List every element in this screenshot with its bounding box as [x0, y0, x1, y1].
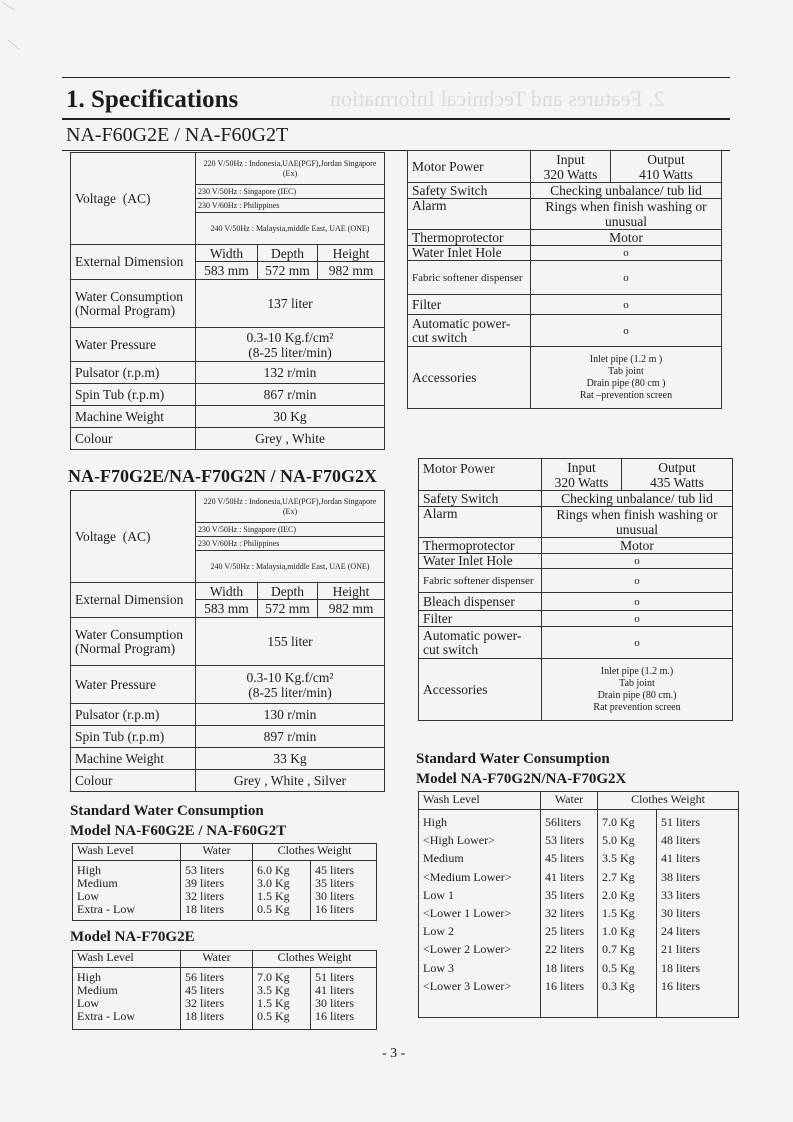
swc-left-model-f60: Model NA-F60G2E / NA-F60G2T: [70, 823, 287, 839]
clothes-liters: 18 liters: [661, 960, 700, 975]
accessories-list: [542, 659, 733, 721]
clothes-kg: 3.5 Kg: [602, 851, 635, 866]
f60-water-table: [72, 843, 377, 921]
kg-column: [598, 810, 657, 1018]
wash-level: Low: [77, 996, 99, 1010]
liters-column: [311, 861, 377, 921]
pulsator-value: 132 r/min: [196, 362, 385, 384]
water-consumption-label: Water Consumption (Normal Program): [71, 280, 196, 328]
voltage-line: 220 V/50Hz : Indonesia,UAE(PGF),Jordan Singapore (Ex): [196, 153, 385, 185]
dim-header-height: Height: [318, 245, 385, 262]
water-value: 16 liters: [545, 978, 584, 993]
dim-height-value: 982 mm: [318, 600, 385, 618]
wash-level: <Lower 1 Lower>: [423, 905, 512, 920]
f70-spec-table: [70, 490, 385, 792]
dim-header-depth: Depth: [258, 245, 318, 262]
safety-switch-value: Checking unbalance/ tub lid: [531, 183, 722, 199]
wash-level: <Medium Lower>: [423, 869, 512, 884]
safety-switch-value: Checking unbalance/ tub lid: [542, 491, 733, 507]
clothes-kg: 6.0 Kg: [257, 863, 290, 877]
water-inlet-label: Water Inlet Hole: [408, 246, 531, 261]
water-inlet-mark: o: [531, 246, 722, 261]
water-value: 18 liters: [185, 1009, 224, 1023]
voltage-line: 230 V/60Hz : Philippines: [196, 199, 385, 213]
water-value: 18 liters: [185, 902, 224, 916]
water-value: 56 liters: [185, 970, 224, 984]
auto-power-cut-label: Automatic power-cut switch: [408, 315, 531, 347]
dim-width-value: 583 mm: [196, 262, 258, 280]
clothes-kg: 2.7 Kg: [602, 869, 635, 884]
wash-level: <High Lower>: [423, 833, 495, 848]
water-value: 35 liters: [545, 887, 584, 902]
f60-spec-table: [70, 152, 385, 450]
dim-depth-value: 572 mm: [258, 600, 318, 618]
auto-power-cut-label: Automatic power-cut switch: [419, 627, 542, 659]
clothes-liters: 24 liters: [661, 924, 700, 939]
filter-mark: o: [531, 295, 722, 315]
input-cell: Input 320 Watts: [531, 151, 611, 183]
clothes-kg: 3.0 Kg: [257, 876, 290, 890]
accessory-item: Inlet pipe (1.2 m.): [600, 665, 674, 677]
fabric-softener-mark: o: [531, 261, 722, 295]
clothes-liters: 45 liters: [315, 863, 354, 877]
wash-level: Low 1: [423, 887, 454, 902]
wash-level: <Lower 2 Lower>: [423, 942, 512, 957]
water-value: 53 liters: [185, 863, 224, 877]
clothes-liters: 41 liters: [661, 851, 700, 866]
accessories-list: [531, 347, 722, 409]
dim-header-depth: Depth: [258, 583, 318, 600]
swc-right-heading: Standard Water Consumption: [416, 751, 610, 767]
f70-model-title: NA-F70G2E/NA-F70G2N / NA-F70G2X: [68, 466, 377, 486]
dim-depth-value: 572 mm: [258, 262, 318, 280]
bleach-dispenser-label: Bleach dispenser: [419, 593, 542, 611]
alarm-value: Rings when finish washing or unusual: [542, 507, 733, 538]
thermoprotector-label: Thermoprotector: [419, 538, 542, 554]
show-through-text: 2. Features and Technical Information: [330, 86, 665, 111]
wash-level-column: [419, 810, 541, 1018]
pulsator-label: Pulsator (r.p.m): [71, 704, 196, 726]
voltage-line: 230 V/50Hz : Singapore (IEC): [196, 185, 385, 199]
thermoprotector-label: Thermoprotector: [408, 230, 531, 246]
col-header: Water: [181, 844, 253, 861]
water-pressure-label: Water Pressure: [71, 666, 196, 704]
external-dimension-label: External Dimension: [71, 245, 196, 280]
colour-label: Colour: [71, 770, 196, 792]
safety-switch-label: Safety Switch: [408, 183, 531, 199]
pulsator-value: 130 r/min: [196, 704, 385, 726]
colour-label: Colour: [71, 428, 196, 450]
clothes-kg: 0.3 Kg: [602, 978, 635, 993]
page-fold-mark: [0, 0, 45, 60]
water-pressure-value: 0.3-10 Kg.f/cm² (8-25 liter/min): [196, 666, 385, 704]
wash-level-column: [73, 861, 181, 921]
wash-level-column: [73, 968, 181, 1030]
safety-switch-label: Safety Switch: [419, 491, 542, 507]
motor-power-label: Motor Power: [419, 459, 542, 491]
f70e-water-table: [72, 950, 377, 1030]
fabric-softener-mark: o: [542, 569, 733, 593]
wash-level: High: [77, 970, 101, 984]
clothes-liters: 38 liters: [661, 869, 700, 884]
clothes-liters: 21 liters: [661, 942, 700, 957]
accessory-item: Inlet pipe (1.2 m ): [589, 353, 663, 365]
water-value: 32 liters: [185, 996, 224, 1010]
wash-level: Low 3: [423, 960, 454, 975]
alarm-value: Rings when finish washing or unusual: [531, 199, 722, 230]
water-value: 18 liters: [545, 960, 584, 975]
spin-tub-value: 867 r/min: [196, 384, 385, 406]
kg-column: [253, 861, 311, 921]
clothes-kg: 0.7 Kg: [602, 942, 635, 957]
top-rule: [62, 77, 730, 78]
clothes-liters: 30 liters: [661, 905, 700, 920]
input-cell: Input 320 Watts: [542, 459, 622, 491]
accessory-item: Rat prevention screen: [593, 701, 681, 713]
liters-column: [657, 810, 739, 1018]
thermoprotector-value: Motor: [531, 230, 722, 246]
fabric-softener-label: Fabric softener dispenser: [419, 569, 542, 593]
swc-left-heading: Standard Water Consumption: [70, 803, 264, 819]
water-value: 32 liters: [185, 889, 224, 903]
external-dimension-label: External Dimension: [71, 583, 196, 618]
accessory-item: Tab joint: [608, 365, 644, 377]
motor-power-label: Motor Power: [408, 151, 531, 183]
dim-header-width: Width: [196, 583, 258, 600]
wash-level: High: [423, 815, 447, 829]
filter-mark: o: [542, 611, 733, 627]
water-value: 25 liters: [545, 924, 584, 939]
colour-value: Grey , White , Silver: [196, 770, 385, 792]
water-consumption-value: 137 liter: [196, 280, 385, 328]
clothes-liters: 51 liters: [315, 970, 354, 984]
thermoprotector-value: Motor: [542, 538, 733, 554]
wash-level: Medium: [77, 983, 118, 997]
clothes-kg: 1.0 Kg: [602, 924, 635, 939]
col-header: Wash Level: [419, 792, 541, 810]
machine-weight-value: 30 Kg: [196, 406, 385, 428]
wash-level: Medium: [423, 851, 464, 866]
dim-header-width: Width: [196, 245, 258, 262]
clothes-kg: 2.0 Kg: [602, 887, 635, 902]
water-consumption-label: Water Consumption (Normal Program): [71, 618, 196, 666]
col-header: Wash Level: [73, 951, 181, 968]
machine-weight-label: Machine Weight: [71, 406, 196, 428]
clothes-kg: 7.0 Kg: [257, 970, 290, 984]
page-heading: 1. Specifications: [66, 86, 239, 113]
voltage-label: Voltage (AC): [71, 491, 196, 583]
clothes-kg: 1.5 Kg: [257, 996, 290, 1010]
alarm-label: Alarm: [408, 199, 531, 230]
spin-tub-value: 897 r/min: [196, 726, 385, 748]
dim-header-height: Height: [318, 583, 385, 600]
auto-power-cut-mark: o: [531, 315, 722, 347]
water-pressure-value: 0.3-10 Kg.f/cm² (8-25 liter/min): [196, 328, 385, 362]
output-cell: Output 410 Watts: [611, 151, 722, 183]
wash-level: Medium: [77, 876, 118, 890]
alarm-label: Alarm: [419, 507, 542, 538]
liters-column: [311, 968, 377, 1030]
clothes-liters: 35 liters: [315, 876, 354, 890]
voltage-label: Voltage (AC): [71, 153, 196, 245]
accessories-label: Accessories: [419, 659, 542, 721]
clothes-liters: 51 liters: [661, 815, 700, 829]
colour-value: Grey , White: [196, 428, 385, 450]
clothes-liters: 30 liters: [315, 889, 354, 903]
filter-label: Filter: [408, 295, 531, 315]
clothes-kg: 0.5 Kg: [257, 902, 290, 916]
wash-level: Low: [77, 889, 99, 903]
voltage-line: 240 V/50Hz : Malaysia,middle East, UAE (ONE): [196, 213, 385, 245]
clothes-kg: 1.5 Kg: [257, 889, 290, 903]
clothes-liters: 41 liters: [315, 983, 354, 997]
water-value: 22 liters: [545, 942, 584, 957]
heading-rule: [62, 118, 730, 120]
water-inlet-label: Water Inlet Hole: [419, 554, 542, 569]
water-consumption-value: 155 liter: [196, 618, 385, 666]
filter-label: Filter: [419, 611, 542, 627]
water-pressure-label: Water Pressure: [71, 328, 196, 362]
auto-power-cut-mark: o: [542, 627, 733, 659]
f60-model-title: NA-F60G2E / NA-F60G2T: [66, 124, 289, 146]
clothes-liters: 16 liters: [661, 978, 700, 993]
clothes-liters: 16 liters: [315, 902, 354, 916]
water-column: [181, 968, 253, 1030]
col-header: Clothes Weight: [598, 792, 739, 810]
wash-level: Extra - Low: [77, 902, 135, 916]
accessory-item: Rat –prevention screen: [579, 389, 673, 401]
col-header: Clothes Weight: [253, 844, 377, 861]
clothes-liters: 48 liters: [661, 833, 700, 848]
voltage-line: 220 V/50Hz : Indonesia,UAE(PGF),Jordan Singapore (Ex): [196, 491, 385, 523]
voltage-line: 240 V/50Hz : Malaysia,middle East, UAE (ONE): [196, 551, 385, 583]
swc-left-model-f70e: Model NA-F70G2E: [70, 929, 195, 945]
bleach-dispenser-mark: o: [542, 593, 733, 611]
wash-level: Extra - Low: [77, 1009, 135, 1023]
voltage-line: 230 V/60Hz : Philippines: [196, 537, 385, 551]
clothes-kg: 3.5 Kg: [257, 983, 290, 997]
clothes-liters: 30 liters: [315, 996, 354, 1010]
clothes-liters: 33 liters: [661, 887, 700, 902]
f60-feature-table: [407, 150, 722, 409]
wash-level: High: [77, 863, 101, 877]
wash-level: <Lower 3 Lower>: [423, 978, 512, 993]
wash-level: Low 2: [423, 924, 454, 939]
clothes-kg: 5.0 Kg: [602, 833, 635, 848]
water-value: 45 liters: [185, 983, 224, 997]
kg-column: [253, 968, 311, 1030]
machine-weight-label: Machine Weight: [71, 748, 196, 770]
swc-right-model: Model NA-F70G2N/NA-F70G2X: [416, 771, 627, 787]
spin-tub-label: Spin Tub (r.p.m): [71, 384, 196, 406]
col-header: Water: [541, 792, 598, 810]
water-value: 56liters: [545, 815, 581, 829]
fabric-softener-label: Fabric softener dispenser: [408, 261, 531, 295]
f70n-water-table: [418, 791, 739, 1018]
col-header: Clothes Weight: [253, 951, 377, 968]
page-number: - 3 -: [382, 1046, 406, 1061]
spin-tub-label: Spin Tub (r.p.m): [71, 726, 196, 748]
output-cell: Output 435 Watts: [622, 459, 733, 491]
f70-feature-table: [418, 458, 733, 721]
col-header: Water: [181, 951, 253, 968]
water-value: 39 liters: [185, 876, 224, 890]
water-value: 32 liters: [545, 905, 584, 920]
clothes-liters: 16 liters: [315, 1009, 354, 1023]
accessory-item: Drain pipe (80 cm.): [597, 689, 677, 701]
machine-weight-value: 33 Kg: [196, 748, 385, 770]
water-value: 41 liters: [545, 869, 584, 884]
water-inlet-mark: o: [542, 554, 733, 569]
clothes-kg: 0.5 Kg: [602, 960, 635, 975]
water-value: 53 liters: [545, 833, 584, 848]
water-column: [541, 810, 598, 1018]
col-header: Wash Level: [73, 844, 181, 861]
accessory-item: Drain pipe (80 cm ): [586, 377, 666, 389]
water-value: 45 liters: [545, 851, 584, 866]
clothes-kg: 7.0 Kg: [602, 815, 635, 829]
accessory-item: Tab joint: [619, 677, 655, 689]
clothes-kg: 0.5 Kg: [257, 1009, 290, 1023]
water-column: [181, 861, 253, 921]
pulsator-label: Pulsator (r.p.m): [71, 362, 196, 384]
accessories-label: Accessories: [408, 347, 531, 409]
voltage-line: 230 V/50Hz : Singapore (IEC): [196, 523, 385, 537]
clothes-kg: 1.5 Kg: [602, 905, 635, 920]
dim-height-value: 982 mm: [318, 262, 385, 280]
dim-width-value: 583 mm: [196, 600, 258, 618]
